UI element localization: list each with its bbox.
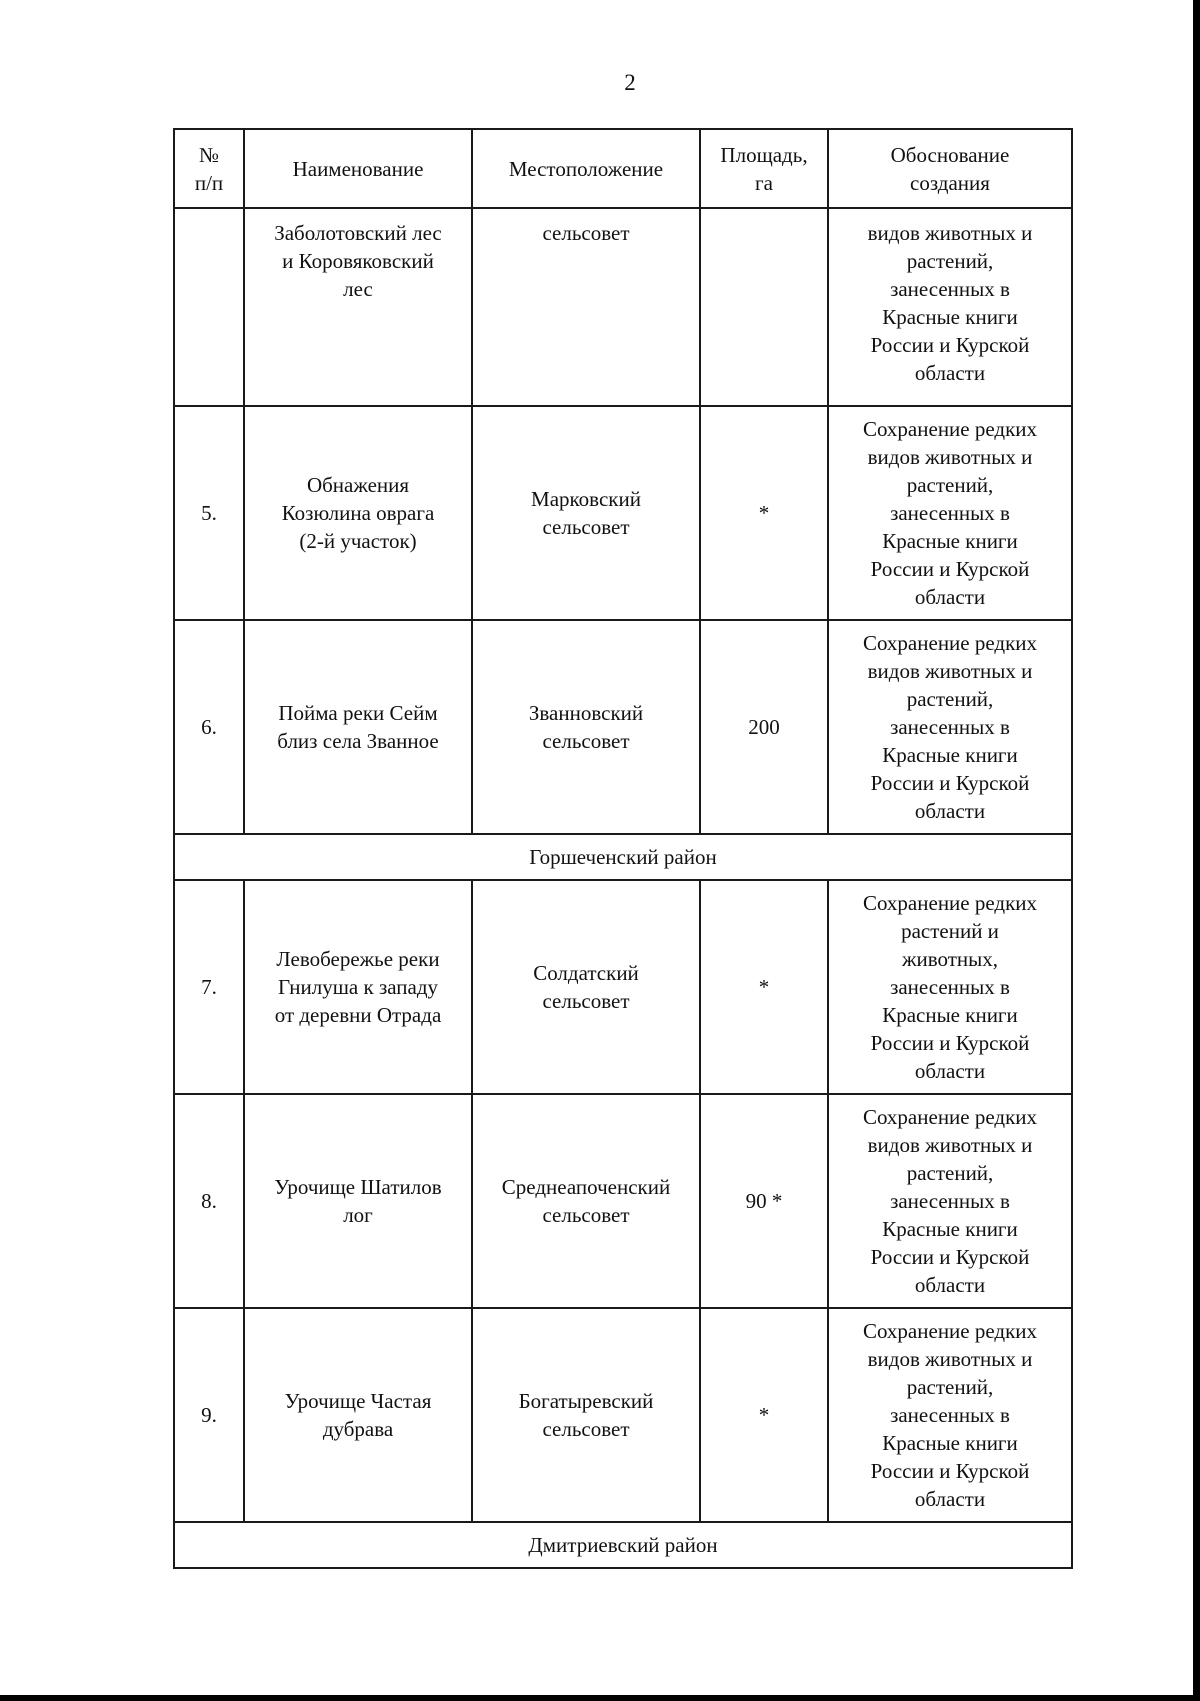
section-heading: Горшеченский район <box>174 834 1072 880</box>
scan-border-bottom <box>0 1695 1200 1701</box>
cell-location: Марковский сельсовет <box>472 406 700 620</box>
cell-reason: Сохранение редких растений и животных, занесенных в Красные книги России и Курской области <box>828 880 1072 1094</box>
cell-reason: Сохранение редких видов животных и растений, занесенных в Красные книги России и Курской области <box>828 1308 1072 1522</box>
cell-location: Среднеапоченский сельсовет <box>472 1094 700 1308</box>
cell-number: 5. <box>174 406 244 620</box>
cell-number: 7. <box>174 880 244 1094</box>
header-name: Наименование <box>244 129 472 208</box>
cell-area <box>700 208 828 406</box>
cell-name: Урочище Частая дубрава <box>244 1308 472 1522</box>
cell-location: Солдатский сельсовет <box>472 880 700 1094</box>
cell-name: Левобережье реки Гнилуша к западу от деревни Отрада <box>244 880 472 1094</box>
reserves-table <box>173 128 1073 1569</box>
cell-reason: видов животных и растений, занесенных в Красные книги России и Курской области <box>828 208 1072 406</box>
table-row <box>174 1308 1072 1522</box>
cell-name: Заболотовский лес и Коровяковский лес <box>244 208 472 406</box>
cell-location: сельсовет <box>472 208 700 406</box>
cell-area: * <box>700 406 828 620</box>
cell-name: Пойма реки Сейм близ села Званное <box>244 620 472 834</box>
section-row-gorshechensky <box>174 834 1072 880</box>
table-row <box>174 620 1072 834</box>
cell-name: Обнажения Козюлина оврага (2-й участок) <box>244 406 472 620</box>
table-row <box>174 1094 1072 1308</box>
cell-reason: Сохранение редких видов животных и растений, занесенных в Красные книги России и Курской области <box>828 406 1072 620</box>
header-reason: Обоснование создания <box>828 129 1072 208</box>
cell-area: * <box>700 1308 828 1522</box>
table-header-row <box>174 129 1072 208</box>
cell-number <box>174 208 244 406</box>
cell-name: Урочище Шатилов лог <box>244 1094 472 1308</box>
cell-reason: Сохранение редких видов животных и растений, занесенных в Красные книги России и Курской области <box>828 620 1072 834</box>
cell-location: Званновский сельсовет <box>472 620 700 834</box>
cell-reason: Сохранение редких видов животных и растений, занесенных в Красные книги России и Курской области <box>828 1094 1072 1308</box>
cell-number: 6. <box>174 620 244 834</box>
cell-area: 200 <box>700 620 828 834</box>
table-row-continuation <box>174 208 1072 406</box>
page-number: 2 <box>624 70 636 95</box>
section-row-dmitrievsky <box>174 1522 1072 1568</box>
cell-location: Богатыревский сельсовет <box>472 1308 700 1522</box>
table-row <box>174 880 1072 1094</box>
header-number: № п/п <box>174 129 244 208</box>
header-area: Площадь, га <box>700 129 828 208</box>
cell-number: 9. <box>174 1308 244 1522</box>
cell-area: 90 * <box>700 1094 828 1308</box>
cell-area: * <box>700 880 828 1094</box>
table-row <box>174 406 1072 620</box>
header-location: Местоположение <box>472 129 700 208</box>
section-heading: Дмитриевский район <box>174 1522 1072 1568</box>
cell-number: 8. <box>174 1094 244 1308</box>
scan-border-right <box>1193 0 1200 1701</box>
